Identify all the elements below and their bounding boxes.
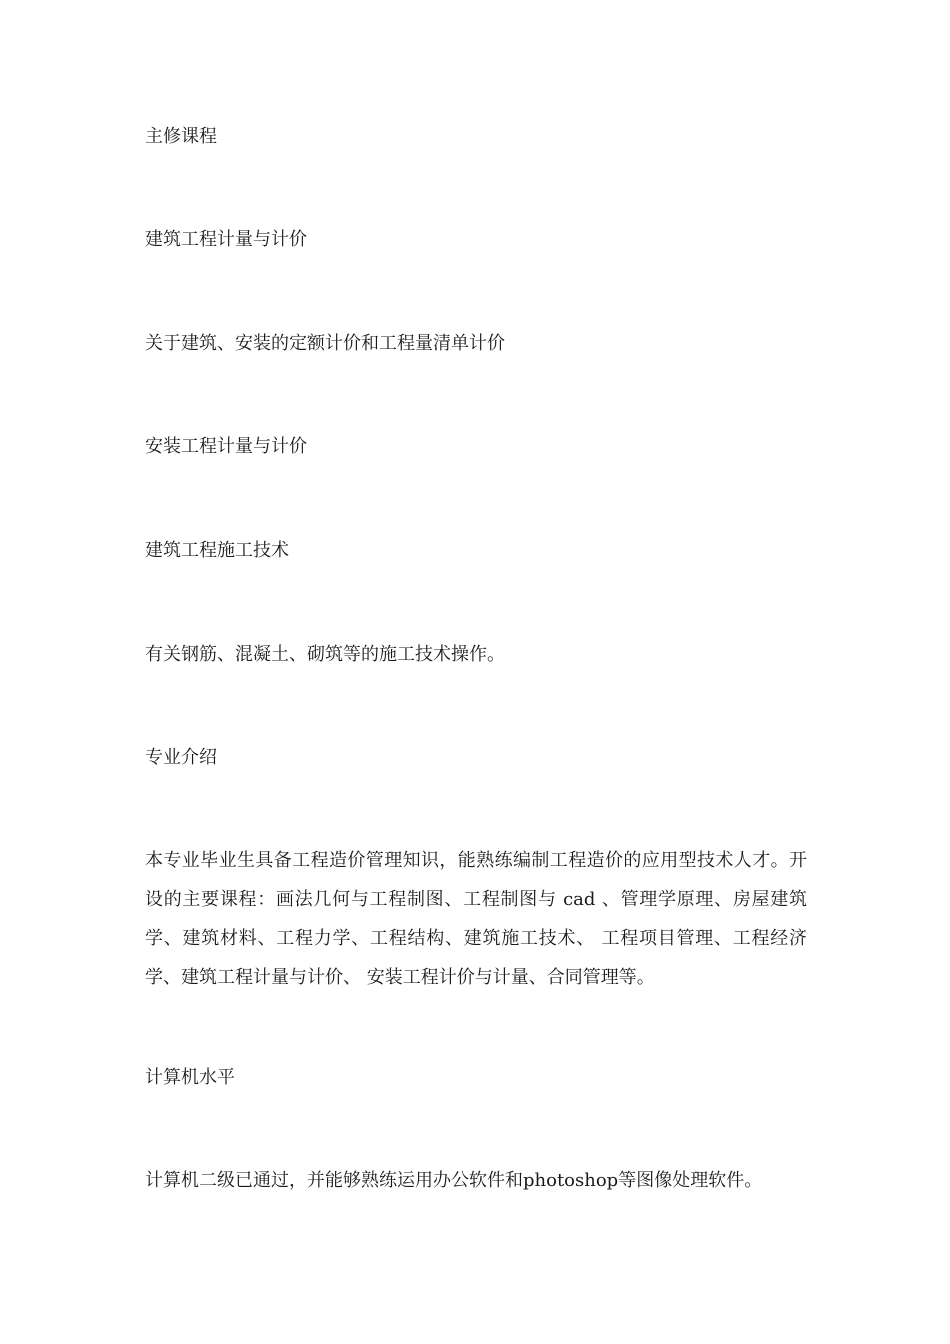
major-introduction-paragraph: 本专业毕业生具备工程造价管理知识，能熟练编制工程造价的应用型技术人才。开设的主要课程：画法几何与工程制图、工程制图与 cad 、管理学原理、房屋建筑学、建筑材料、工程力学、工程结构、建筑施工技术、 工程项目管理、工程经济学、建筑工程计量与计价、 安装工程计价与计量、合同管理等。	[145, 850, 807, 988]
computer-skills-paragraph: 计算机二级已通过，并能够熟练运用办公软件和photoshop等图像处理软件。	[145, 1170, 763, 1191]
section-heading-courses: 主修课程	[145, 126, 217, 147]
course-description-building-pricing: 关于建筑、安装的定额计价和工程量清单计价	[145, 333, 505, 354]
course-item-building-pricing: 建筑工程计量与计价	[145, 229, 307, 250]
section-heading-major: 专业介绍	[145, 747, 217, 768]
course-item-installation-pricing: 安装工程计量与计价	[145, 436, 307, 457]
course-item-construction-technology: 建筑工程施工技术	[145, 540, 289, 561]
course-description-construction-technology: 有关钢筋、混凝土、砌筑等的施工技术操作。	[145, 644, 505, 665]
section-heading-computer: 计算机水平	[145, 1067, 235, 1088]
